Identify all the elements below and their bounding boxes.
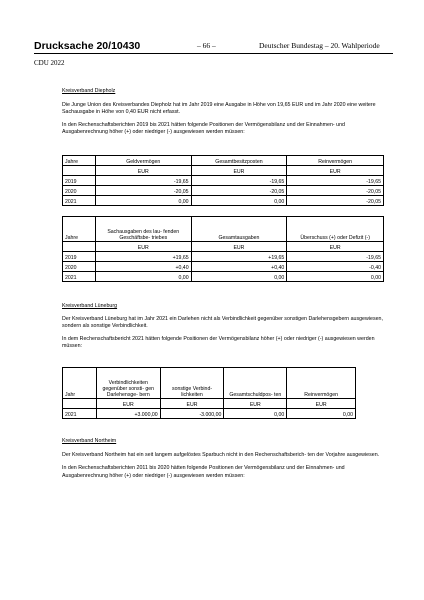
- unit-cell: EUR: [191, 166, 287, 176]
- table-cell: -19,65: [287, 252, 384, 262]
- table-row: [63, 409, 356, 419]
- table-cell: -20,05: [95, 186, 191, 196]
- table-cell: [63, 242, 96, 252]
- table-cell: 0,00: [191, 196, 287, 206]
- table-cell: 0,00: [191, 272, 287, 282]
- table-cell: 0,00: [287, 272, 384, 282]
- unit-cell: EUR: [95, 242, 191, 252]
- table-row: [63, 186, 384, 196]
- table-cell: +0,40: [95, 262, 191, 272]
- table-cell: -20,05: [191, 186, 287, 196]
- document-number: Drucksache 20/10430: [34, 40, 141, 52]
- table-cell: 0,00: [224, 409, 287, 419]
- paragraph: In den Rechenschaftsberichten 2019 bis 2021 hätten folgende Positionen der Vermögensbilanz und der Einnahmen- und Ausgabenrechnung höher (+) oder niedriger (-) ausgewiesen werden müssen:: [62, 121, 345, 136]
- paragraph: Die Junge Union des Kreisverbandes Diepholz hat im Jahr 2019 eine Ausgabe in Höhe von 19,65 EUR und im Jahr 2020 eine weitere Sachausgabe in Höhe von 0,40 EUR nicht erfasst.: [62, 101, 376, 116]
- column-header: Überschuss (+) oder Defizit (-): [287, 217, 384, 242]
- unit-cell: EUR: [224, 399, 287, 409]
- table-cell: 2021: [63, 272, 96, 282]
- column-header: Geldvermögen: [95, 156, 191, 166]
- table-row: [63, 272, 384, 282]
- table-row: [63, 196, 384, 206]
- page-number: – 66 –: [197, 41, 216, 50]
- column-header: Gesamtausgaben: [191, 217, 287, 242]
- unit-cell: EUR: [191, 242, 287, 252]
- table-cell: 2021: [63, 196, 96, 206]
- column-header: Reinvermögen: [287, 368, 356, 399]
- header-parliament: Deutscher Bundestag – 20. Wahlperiode: [259, 41, 380, 50]
- table-cell: +19,65: [95, 252, 191, 262]
- unit-cell: EUR: [287, 399, 356, 409]
- party-label: CDU 2022: [34, 59, 65, 67]
- table-cell: [63, 166, 96, 176]
- unit-cell: EUR: [96, 399, 160, 409]
- table-cell: -20,05: [287, 186, 384, 196]
- header-rule: [34, 53, 393, 54]
- table-row: [63, 262, 384, 272]
- paragraph: Der Kreisverband Northeim hat ein seit langem aufgelöstes Sparbuch nicht in den Rechenschaftsberich- ten der Vorjahre ausgewiesen.: [62, 451, 380, 458]
- column-header: Gesamtschuldpos- ten: [224, 368, 287, 399]
- section-diepholz: [62, 88, 384, 137]
- table-lueneburg: [62, 367, 356, 419]
- table-cell: 2019: [63, 252, 96, 262]
- paragraph: Der Kreisverband Lüneburg hat im Jahr 2021 ein Darlehen nicht als Verbindlichkeit gegenüber sonstigen Darlehensgebern ausgewiesen, sondern als sonstige Verbindlichkeit.: [62, 315, 383, 330]
- table-row: [63, 252, 384, 262]
- table-cell: 0,00: [287, 409, 356, 419]
- table-cell: -19,65: [287, 176, 384, 186]
- table-cell: 2019: [63, 176, 96, 186]
- table-cell: 2020: [63, 262, 96, 272]
- column-header: Sachausgaben des lau- fenden Geschäftsbe- triebes: [95, 217, 191, 242]
- section-title: Kreisverband Diepholz: [62, 88, 116, 94]
- column-header: Verbindlichkeiten gegenüber sonsti- gen Darlehensge- bern: [96, 368, 160, 399]
- paragraph: In dem Rechenschaftsbericht 2021 hätten folgende Positionen der Vermögensbilanz höher (+) oder niedriger (-) ausgewiesen werden müssen:: [62, 335, 375, 350]
- table-cell: 2021: [63, 409, 97, 419]
- table-cell: -0,40: [287, 262, 384, 272]
- table-cell: 2020: [63, 186, 96, 196]
- table-cell: +3.000,00: [96, 409, 160, 419]
- unit-cell: EUR: [160, 399, 224, 409]
- table-diepholz-expenses: [62, 216, 384, 282]
- column-header: Jahre: [63, 217, 96, 242]
- column-header: Jahre: [63, 156, 96, 166]
- unit-cell: EUR: [287, 166, 384, 176]
- column-header: Jahr: [63, 368, 97, 399]
- table-cell: -20,05: [287, 196, 384, 206]
- table-cell: +0,40: [191, 262, 287, 272]
- section-lueneburg: [62, 303, 384, 351]
- table-diepholz-assets: [62, 155, 384, 206]
- section-title: Kreisverband Lüneburg: [62, 303, 118, 309]
- table-row: [63, 176, 384, 186]
- column-header: Reinvermögen: [287, 156, 384, 166]
- table-cell: +19,65: [191, 252, 287, 262]
- table-cell: -19,65: [95, 176, 191, 186]
- paragraph: In den Rechenschaftsberichten 2011 bis 2020 hätten folgende Positionen der Vermögensbilanz und der Einnahmen- und Ausgabenrechnung höher (+) oder niedriger (-) ausgewiesen werden müssen:: [62, 465, 345, 479]
- table-cell: 0,00: [95, 196, 191, 206]
- section-title: Kreisverband Northeim: [62, 438, 117, 444]
- column-header: Gesamtbesitzposten: [191, 156, 287, 166]
- table-cell: -3.000,00: [160, 409, 224, 419]
- section-northeim: [62, 438, 384, 480]
- column-header: sonstige Verbind- lichkeiten: [160, 368, 224, 399]
- table-cell: 0,00: [95, 272, 191, 282]
- table-cell: [63, 399, 97, 409]
- table-cell: -19,65: [191, 176, 287, 186]
- unit-cell: EUR: [287, 242, 384, 252]
- unit-cell: EUR: [95, 166, 191, 176]
